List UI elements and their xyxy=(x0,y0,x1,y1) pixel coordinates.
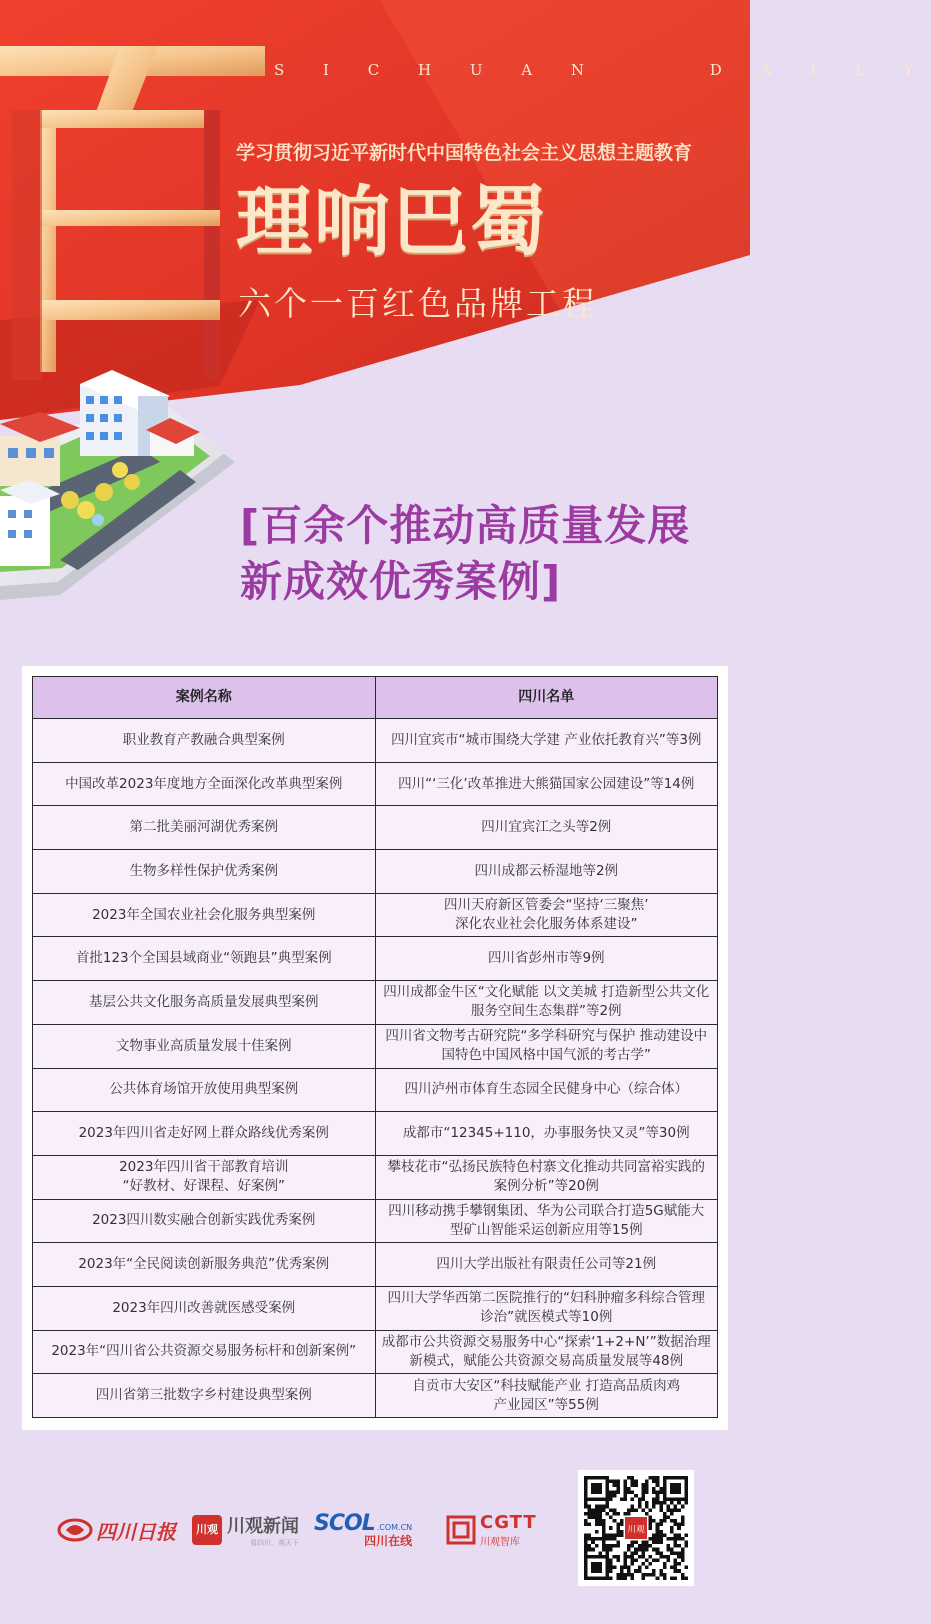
sichuan-list-cell: 四川“‘三化’改革推进大熊猫国家公园建设”等14例 xyxy=(375,762,718,806)
case-name-cell: 2023四川数实融合创新实践优秀案例 xyxy=(33,1199,376,1243)
table-row xyxy=(33,1112,718,1156)
table-row xyxy=(33,1286,718,1330)
sichuan-list-cell: 四川宜宾市“城市围绕大学建 产业依托教育兴”等3例 xyxy=(375,719,718,763)
sichuan-list-cell: 四川大学华西第二医院推行的“妇科肿瘤多科综合管理诊治”就医模式等10例 xyxy=(375,1286,718,1330)
qr-center-label: 川观 xyxy=(627,1524,645,1535)
table-row xyxy=(33,1068,718,1112)
sichuan-list-cell: 四川成都金牛区“文化赋能 以文美城 打造新型公共文化服务空间生态集群”等2例 xyxy=(375,981,718,1025)
sichuan-list-cell: 四川成都云桥湿地等2例 xyxy=(375,850,718,894)
table-row xyxy=(33,937,718,981)
case-name-cell: 文物事业高质量发展十佳案例 xyxy=(33,1024,376,1068)
case-name-cell: 四川省第三批数字乡村建设典型案例 xyxy=(33,1374,376,1418)
qr-code-graphic xyxy=(584,1476,688,1580)
table-body xyxy=(33,719,718,1418)
case-name-cell: 2023年全国农业社会化服务典型案例 xyxy=(33,893,376,937)
table-row xyxy=(33,1155,718,1199)
case-name-cell: 2023年四川省走好网上群众路线优秀案例 xyxy=(33,1112,376,1156)
case-name-cell: 职业教育产教融合典型案例 xyxy=(33,719,376,763)
column-header-case-name: 案例名称 xyxy=(33,677,376,719)
table-row xyxy=(33,1374,718,1418)
table-row xyxy=(33,806,718,850)
case-name-cell: 2023年四川改善就医感受案例 xyxy=(33,1286,376,1330)
logo-cgtt-cn: 川观智库 xyxy=(480,1537,520,1548)
sichuan-list-cell: 自贡市大安区“科技赋能产业 打造高品质肉鸡 产业园区”等55例 xyxy=(375,1374,718,1418)
section-title-line-1: [百余个推动高质量发展 xyxy=(240,501,691,550)
cgtt-icon xyxy=(446,1515,476,1545)
sichuan-list-cell: 四川省文物考古研究院“多学科研究与保护 推动建设中国特色中国风格中国气派的考古学” xyxy=(375,1024,718,1068)
sichuan-list-cell: 成都市“12345+110，办事服务快又灵”等30例 xyxy=(375,1112,718,1156)
table-row xyxy=(33,762,718,806)
logo-cgtt xyxy=(446,1500,548,1560)
case-name-cell: 首批123个全国县域商业“领跑县”典型案例 xyxy=(33,937,376,981)
table-row xyxy=(33,981,718,1025)
sichuan-list-cell: 攀枝花市“弘扬民族特色村寨文化推动共同富裕实践的案例分析”等20例 xyxy=(375,1155,718,1199)
sichuan-list-cell: 成都市公共资源交易服务中心“探索‘1+2+N’”数据治理新模式，赋能公共资源交易高质量发展等48例 xyxy=(375,1330,718,1374)
logo-sichuan-daily xyxy=(58,1500,176,1560)
table-row xyxy=(33,1024,718,1068)
logo-chuanguan-tagline: 看四川，观天下 xyxy=(250,1539,299,1547)
sichuan-list-cell: 四川移动携手攀钢集团、华为公司联合打造5G赋能大型矿山智能采运创新应用等15例 xyxy=(375,1199,718,1243)
sichuan-list-cell: 四川省彭州市等9例 xyxy=(375,937,718,981)
sichuan-list-cell: 四川天府新区管委会“坚持‘三聚焦’ 深化农业社会化服务体系建设” xyxy=(375,893,718,937)
logo-sichuan-daily-text: 四川日报 xyxy=(96,1519,176,1544)
logo-chuanguan-news xyxy=(192,1500,304,1560)
table-row xyxy=(33,1243,718,1287)
logo-scol-cn: 四川在线 xyxy=(364,1534,413,1548)
table-row xyxy=(33,850,718,894)
table-row xyxy=(33,1330,718,1374)
logo-scol-domain: .COM.CN xyxy=(376,1523,413,1532)
case-name-cell: 2023年四川省干部教育培训 “好教材、好课程、好案例” xyxy=(33,1155,376,1199)
case-name-cell: 基层公共文化服务高质量发展典型案例 xyxy=(33,981,376,1025)
sichuan-daily-icon xyxy=(58,1518,92,1542)
section-title xyxy=(240,498,740,610)
column-header-sichuan-list: 四川名单 xyxy=(375,677,718,719)
logo-scol-text: SCOL xyxy=(314,1511,375,1536)
cases-table xyxy=(32,676,718,1418)
sichuan-list-cell: 四川大学出版社有限责任公司等21例 xyxy=(375,1243,718,1287)
case-name-cell: 生物多样性保护优秀案例 xyxy=(33,850,376,894)
brand-english-name: S I C H U A N D A I L Y xyxy=(274,61,931,79)
page-subtitle: 六个一百红色品牌工程 xyxy=(238,284,598,323)
page-title: 理响巴蜀 xyxy=(236,177,548,266)
qr-code[interactable] xyxy=(578,1470,694,1586)
table-row xyxy=(33,893,718,937)
sichuan-list-cell: 四川宜宾江之头等2例 xyxy=(375,806,718,850)
case-name-cell: 2023年“四川省公共资源交易服务标杆和创新案例” xyxy=(33,1330,376,1374)
footer-logos xyxy=(58,1500,548,1560)
case-name-cell: 第二批美丽河湖优秀案例 xyxy=(33,806,376,850)
logo-cgtt-text: CGTT xyxy=(480,1512,537,1533)
table-header-row xyxy=(33,677,718,719)
case-name-cell: 中国改革2023年度地方全面深化改革典型案例 xyxy=(33,762,376,806)
case-name-cell: 公共体育场馆开放使用典型案例 xyxy=(33,1068,376,1112)
case-name-cell: 2023年“全民阅读创新服务典范”优秀案例 xyxy=(33,1243,376,1287)
logo-chuanguan-text: 川观新闻 xyxy=(227,1516,299,1537)
logo-scol xyxy=(314,1500,432,1560)
sichuan-list-cell: 四川泸州市体育生态园全民健身中心（综合体） xyxy=(375,1068,718,1112)
table-row xyxy=(33,1199,718,1243)
section-title-line-2: 新成效优秀案例] xyxy=(240,557,562,606)
cases-table-card xyxy=(22,666,728,1430)
table-row xyxy=(33,719,718,763)
chuanguan-logo-icon: 川观 xyxy=(192,1515,222,1545)
campaign-slogan: 学习贯彻习近平新时代中国特色社会主义思想主题教育 xyxy=(236,142,693,164)
